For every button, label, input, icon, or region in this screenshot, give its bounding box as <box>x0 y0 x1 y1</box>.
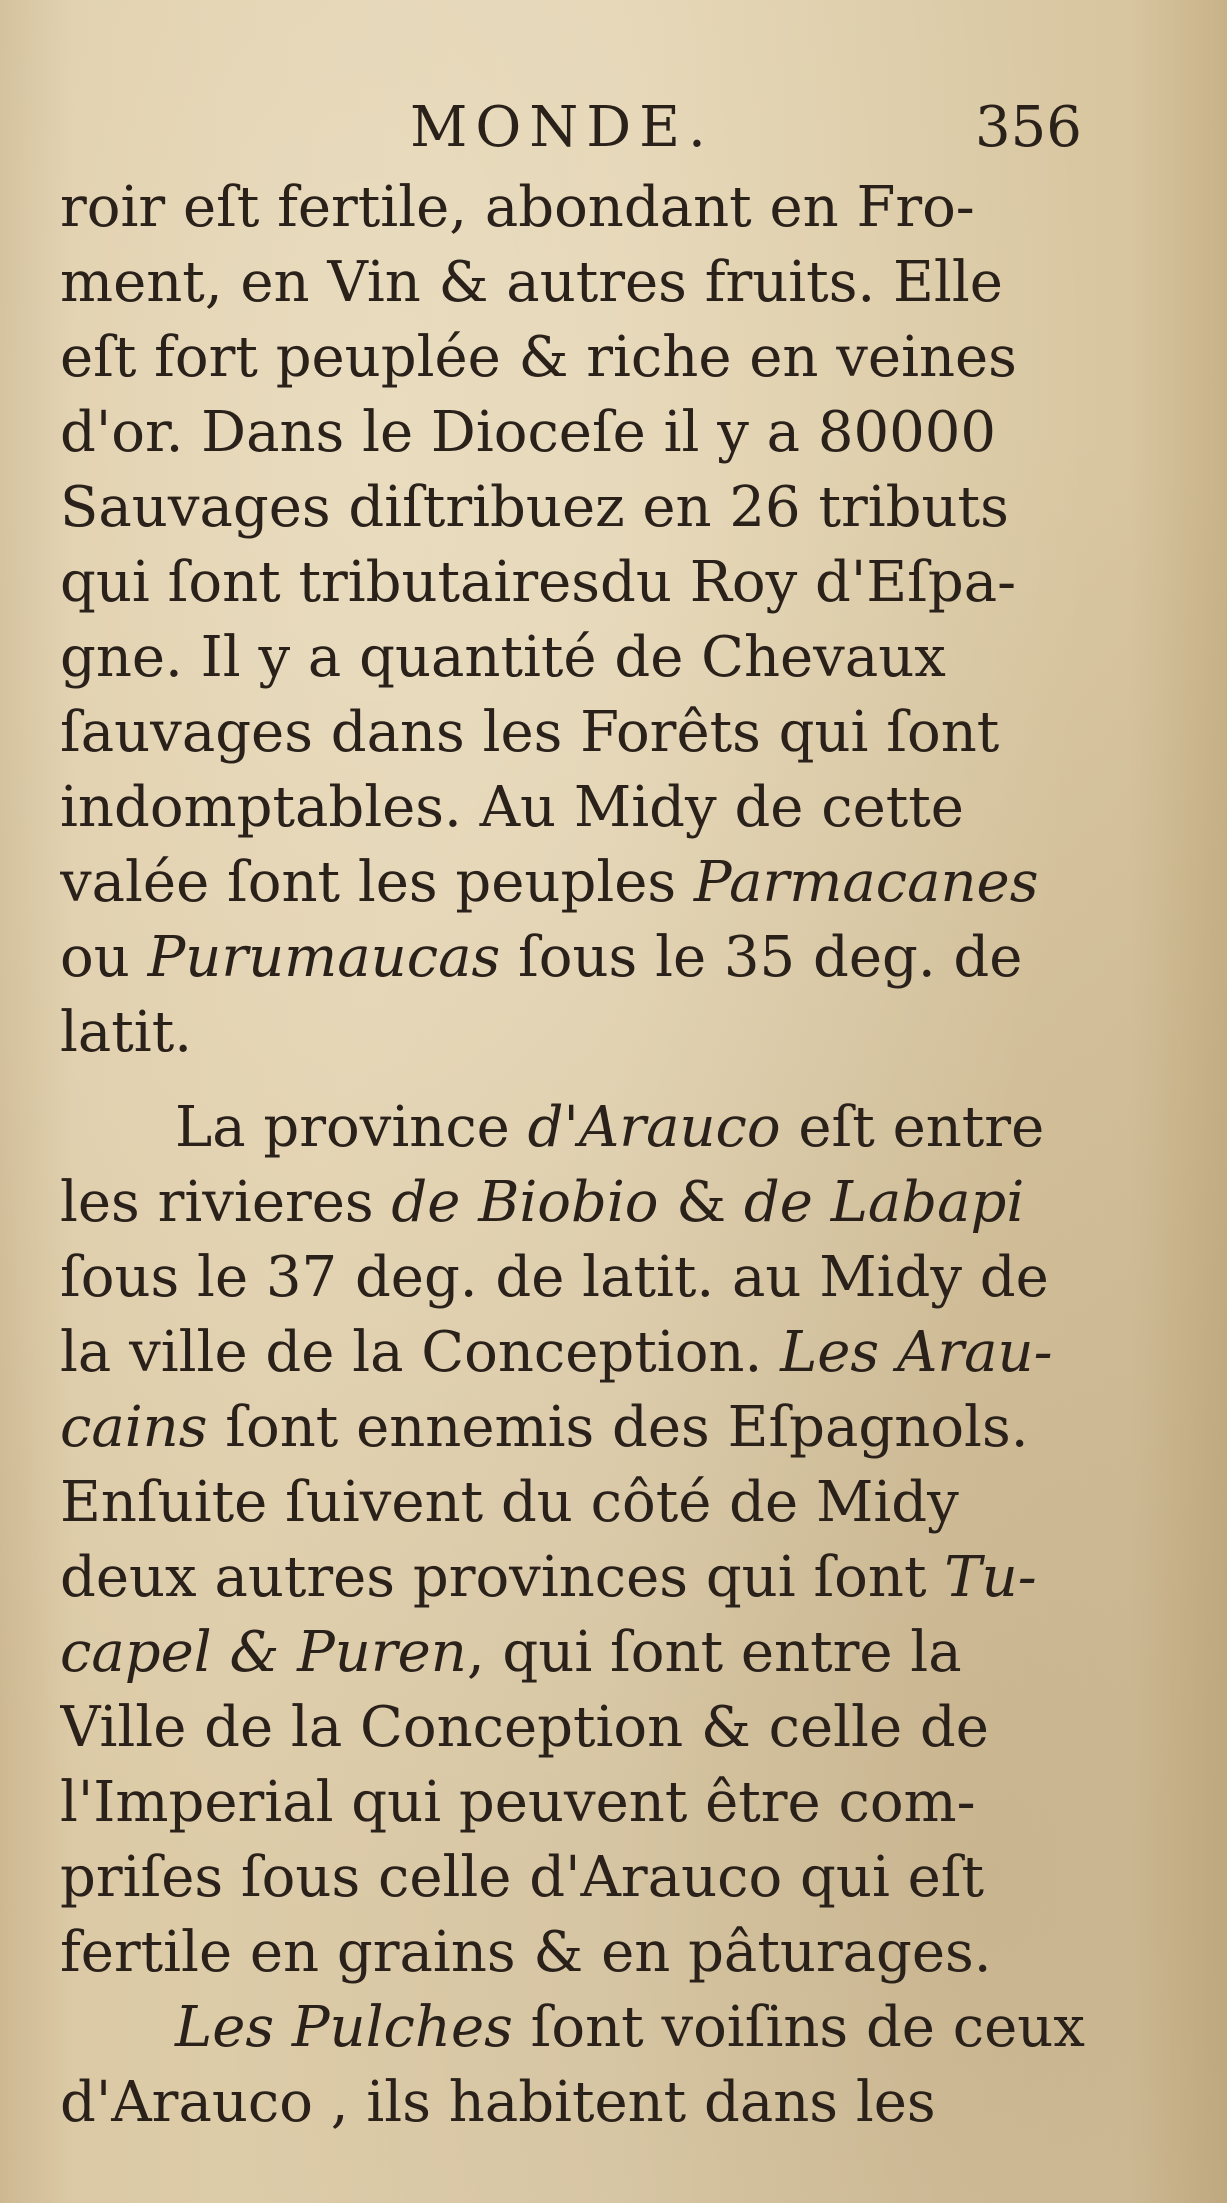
text-segment: ſous le 35 deg. de <box>500 925 1023 990</box>
paragraph-break <box>60 1070 1110 1090</box>
text-line <box>60 995 1110 1070</box>
text-segment: d'or. Dans le Dioceſe il y a 80000 <box>60 400 997 465</box>
text-segment: latit. <box>60 1000 193 1065</box>
italic-text: d'Arauco <box>527 1095 781 1160</box>
text-line <box>60 1390 1110 1465</box>
italic-text: Les Pulches <box>175 1995 513 2060</box>
text-line <box>60 245 1110 320</box>
text-segment: & <box>658 1170 744 1235</box>
text-segment: priſes ſous celle d'Arauco qui eſt <box>60 1845 985 1910</box>
text-line <box>60 1990 1110 2065</box>
text-segment: les rivieres <box>60 1170 392 1235</box>
text-line <box>60 1240 1110 1315</box>
text-line <box>60 1765 1110 1840</box>
italic-text: de Biobio <box>391 1170 659 1235</box>
italic-text: Parmacanes <box>693 850 1039 915</box>
text-segment: ſauvages dans les Forêts qui ſont <box>60 700 1000 765</box>
italic-text: capel & Puren <box>60 1620 467 1685</box>
text-line <box>60 845 1110 920</box>
text-segment: Enſuite ſuivent du côté de Midy <box>60 1470 959 1535</box>
text-line <box>60 1690 1110 1765</box>
text-line <box>60 545 1110 620</box>
text-line <box>60 770 1110 845</box>
text-segment: roir eſt fertile, abondant en Fro- <box>60 175 975 240</box>
text-segment: gne. Il y a quantité de Chevaux <box>60 625 946 690</box>
text-line <box>60 320 1110 395</box>
text-segment: , qui ſont entre la <box>466 1620 962 1685</box>
text-line <box>60 920 1110 995</box>
text-line <box>60 1165 1110 1240</box>
text-line <box>60 1540 1110 1615</box>
text-segment: deux autres provinces qui ſont <box>60 1545 945 1610</box>
body-text <box>60 170 1110 2140</box>
text-segment: fertile en grains & en pâturages. <box>60 1920 992 1985</box>
text-line <box>60 620 1110 695</box>
text-segment: eſt fort peuplée & riche en veines <box>60 325 1017 390</box>
running-head: MONDE. <box>410 95 714 160</box>
text-line <box>60 170 1110 245</box>
italic-text: Purumaucas <box>147 925 501 990</box>
text-line <box>60 1090 1110 1165</box>
page-header <box>0 95 1227 175</box>
text-segment: eſt entre <box>780 1095 1045 1160</box>
text-segment: Ville de la Conception & celle de <box>60 1695 989 1760</box>
text-line <box>60 1315 1110 1390</box>
italic-text: Les Arau- <box>780 1320 1053 1385</box>
page-number: 356 <box>975 95 1082 160</box>
text-line <box>60 2065 1110 2140</box>
text-line <box>60 1840 1110 1915</box>
text-segment: d'Arauco , ils habitent dans les <box>60 2070 936 2135</box>
text-segment: l'Imperial qui peuvent être com- <box>60 1770 976 1835</box>
text-segment: valée ſont les peuples <box>60 850 694 915</box>
text-segment: ment, en Vin & autres fruits. Elle <box>60 250 1003 315</box>
text-line <box>60 695 1110 770</box>
text-line <box>60 1915 1110 1990</box>
text-segment: La province <box>175 1095 528 1160</box>
italic-text: Tu- <box>944 1545 1037 1610</box>
text-segment: ou <box>60 925 148 990</box>
italic-text: de Labapi <box>743 1170 1025 1235</box>
text-segment: qui ſont tributairesdu Roy d'Eſpa- <box>60 550 1017 615</box>
text-segment: ſont voiſins de ceux <box>512 1995 1085 2060</box>
text-segment: indomptables. Au Midy de cette <box>60 775 964 840</box>
text-segment: Sauvages diſtribuez en 26 tributs <box>60 475 1009 540</box>
text-segment: la ville de la Conception. <box>60 1320 781 1385</box>
italic-text: cains <box>60 1395 208 1460</box>
text-line <box>60 395 1110 470</box>
text-segment: ſous le 37 deg. de latit. au Midy de <box>60 1245 1049 1310</box>
text-line <box>60 1615 1110 1690</box>
text-line <box>60 470 1110 545</box>
text-segment: ſont ennemis des Eſpagnols. <box>207 1395 1029 1460</box>
text-line <box>60 1465 1110 1540</box>
